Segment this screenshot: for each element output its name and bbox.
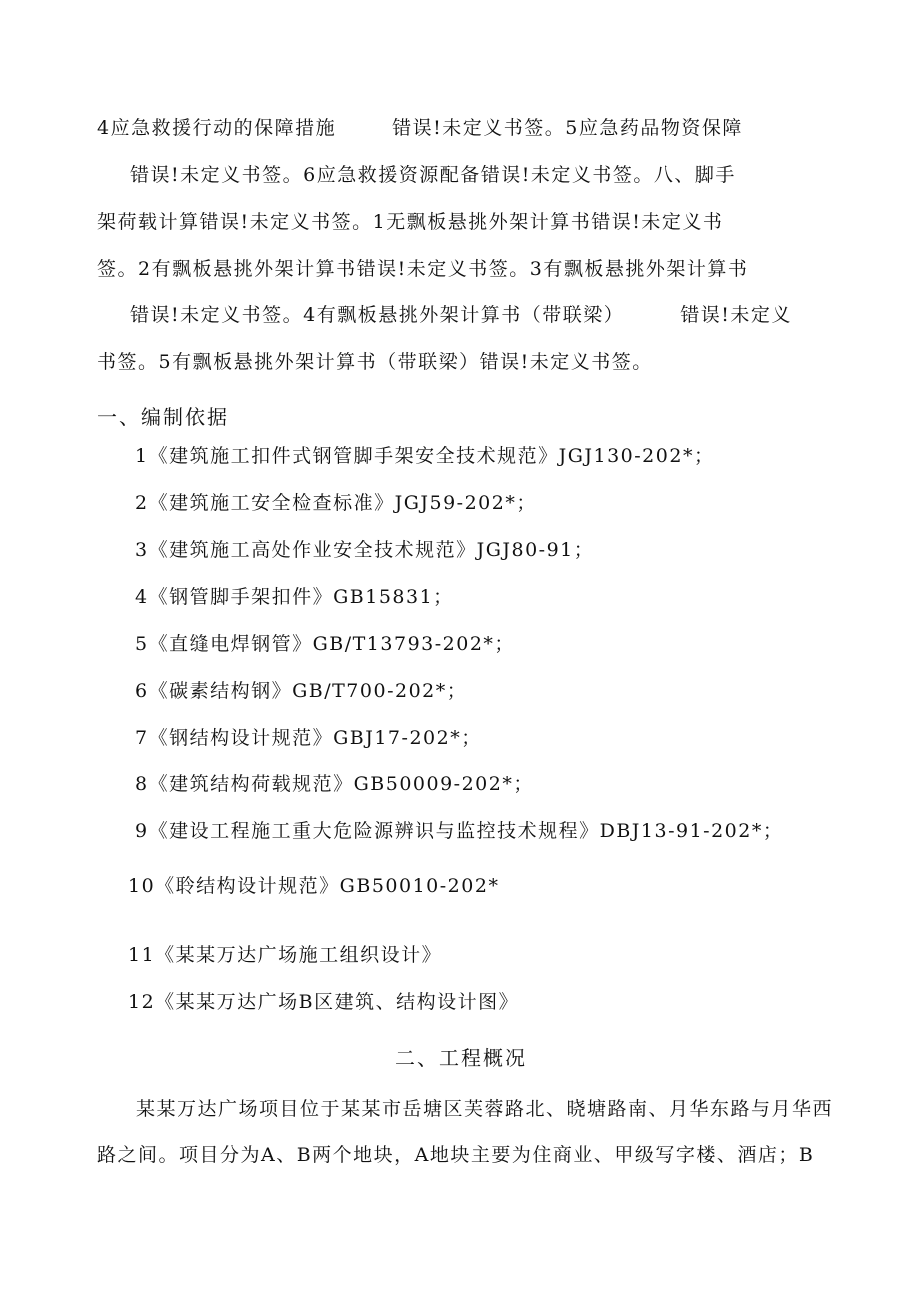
list-item: 10《聆结构设计规范》GB50010-202* xyxy=(128,875,500,897)
toc-line-6 xyxy=(97,350,653,374)
toc-entry-text: 书签。5有飘板悬挑外架计算书（带联梁）错误!未定义书签。 xyxy=(97,351,653,373)
toc-line-5 xyxy=(130,303,792,327)
list-item: 9《建设工程施工重大危险源辨识与监控技术规程》DBJ13-91-202*； xyxy=(135,820,784,842)
toc-entry-text: 错误!未定义 xyxy=(680,304,792,326)
list-item: 7《钢结构设计规范》GBJ17-202*； xyxy=(135,727,482,749)
list-item: 3《建筑施工高处作业安全技术规范》JGJ80-91； xyxy=(135,539,595,561)
toc-entry-text: 架荷载计算错误!未定义书签。1无飘板悬挑外架计算书错误!未定义书 xyxy=(97,211,724,233)
list-item: 6《碳素结构钢》GB/T700-202*； xyxy=(135,680,468,702)
toc-entry-text: 签。2有飘板悬挑外架计算书错误!未定义书签。3有飘板悬挑外架计算书 xyxy=(97,258,749,280)
toc-line-3 xyxy=(97,210,723,234)
list-item: 1《建筑施工扣件式钢管脚手架安全技术规范》JGJ130-202*； xyxy=(135,445,715,467)
paragraph-line: 路之间。项目分为A、B两个地块，A地块主要为住商业、甲级写字楼、酒店；B xyxy=(97,1144,815,1166)
toc-entry-text: 4应急救援行动的保障措施 xyxy=(97,117,337,139)
list-item: 2《建筑施工安全检查标准》JGJ59-202*； xyxy=(135,492,537,514)
toc-line-4 xyxy=(97,257,748,281)
list-item: 12《某某万达广场B区建筑、结构设计图》 xyxy=(128,991,520,1013)
section-heading: 一、编制依据 xyxy=(97,405,229,429)
paragraph-line: 某某万达广场项目位于某某市岳塘区芙蓉路北、晓塘路南、月华东路与月华西 xyxy=(136,1098,834,1120)
toc-entry-text: 错误!未定义书签。5应急药品物资保障 xyxy=(392,117,743,139)
toc-line-2 xyxy=(130,163,736,187)
list-item: 11《某某万达广场施工组织设计》 xyxy=(128,944,443,966)
list-item: 5《直缝电焊钢管》GB/T13793-202*； xyxy=(135,633,515,655)
list-item: 4《钢管脚手架扣件》GB15831； xyxy=(135,586,454,608)
toc-entry-text: 错误!未定义书签。4有飘板悬挑外架计算书（带联梁） xyxy=(130,304,625,326)
toc-entry-text: 错误!未定义书签。6应急救援资源配备错误!未定义书签。八、脚手 xyxy=(130,164,736,186)
toc-line-1 xyxy=(97,116,743,140)
list-item: 8《建筑结构荷载规范》GB50009-202*； xyxy=(135,773,534,795)
section-heading: 二、工程概况 xyxy=(395,1046,527,1070)
